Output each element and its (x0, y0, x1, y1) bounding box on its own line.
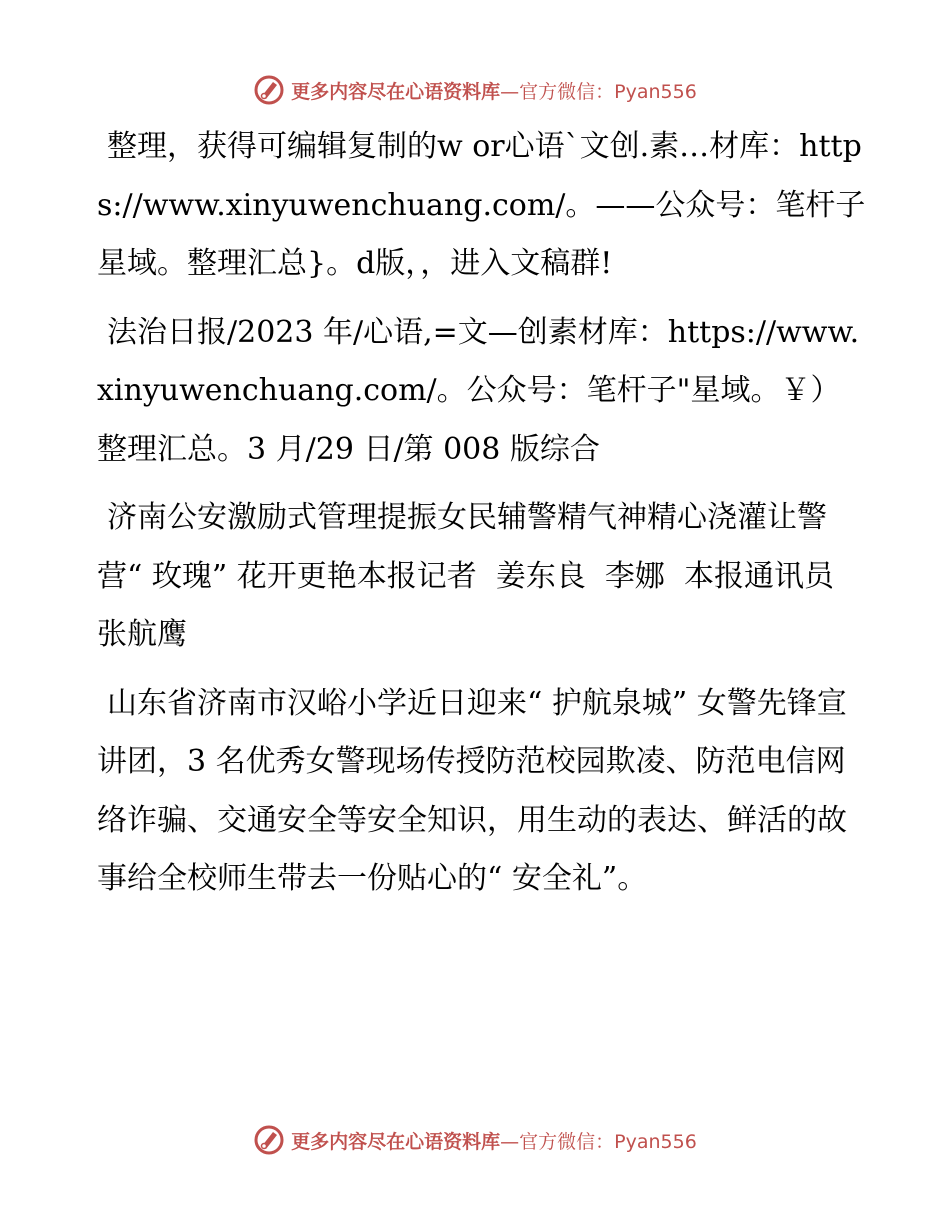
red-seal-logo-icon (253, 1124, 285, 1156)
banner-tail: 官方微信：Pyan556 (519, 80, 697, 103)
footer-banner (0, 1120, 950, 1160)
banner-tail: 官方微信：Pyan556 (519, 1130, 697, 1153)
banner-separator: — (500, 80, 520, 103)
header-banner-text (291, 77, 697, 104)
paragraph-source: 法治日报/2023 年/心语,=文—创素材库：https://www.xinyuwenchuang.com/。公众号：笔杆子"星域。￥）整理汇总。3 月/29 日/第 008 版综合 (97, 314, 860, 467)
document-body (97, 118, 867, 919)
red-seal-logo-icon (253, 74, 285, 106)
header-banner (0, 70, 950, 110)
banner-separator: — (500, 1130, 520, 1153)
footer-banner-text (291, 1127, 697, 1154)
paragraph-headline: 济南公安激励式管理提振女民辅警精气神精心浇灌让警营“ 玫瑰” 花开更艳本报记者 姜东良 李娜 本报通讯员 张航鹰 (97, 500, 854, 652)
paragraph-body: 山东省济南市汉峪小学近日迎来“ 护航泉城” 女警先锋宣讲团，3 名优秀女警现场传授防范校园欺凌、防范电信网络诈骗、交通安全等安全知识，用生动的表达、鲜活的故事给全校师生带去一份贴心的“ 安全礼”。 (97, 685, 847, 896)
banner-emphasis: 更多内容尽在心语资料库 (291, 80, 501, 103)
banner-emphasis: 更多内容尽在心语资料库 (291, 1130, 501, 1153)
paragraph-intro: 整理，获得可编辑复制的w or心语`文创.素…材库：https://www.xinyuwenchuang.com/。——公众号：笔杆子星域。整理汇总}。d版，，进入文稿群! (97, 129, 866, 281)
